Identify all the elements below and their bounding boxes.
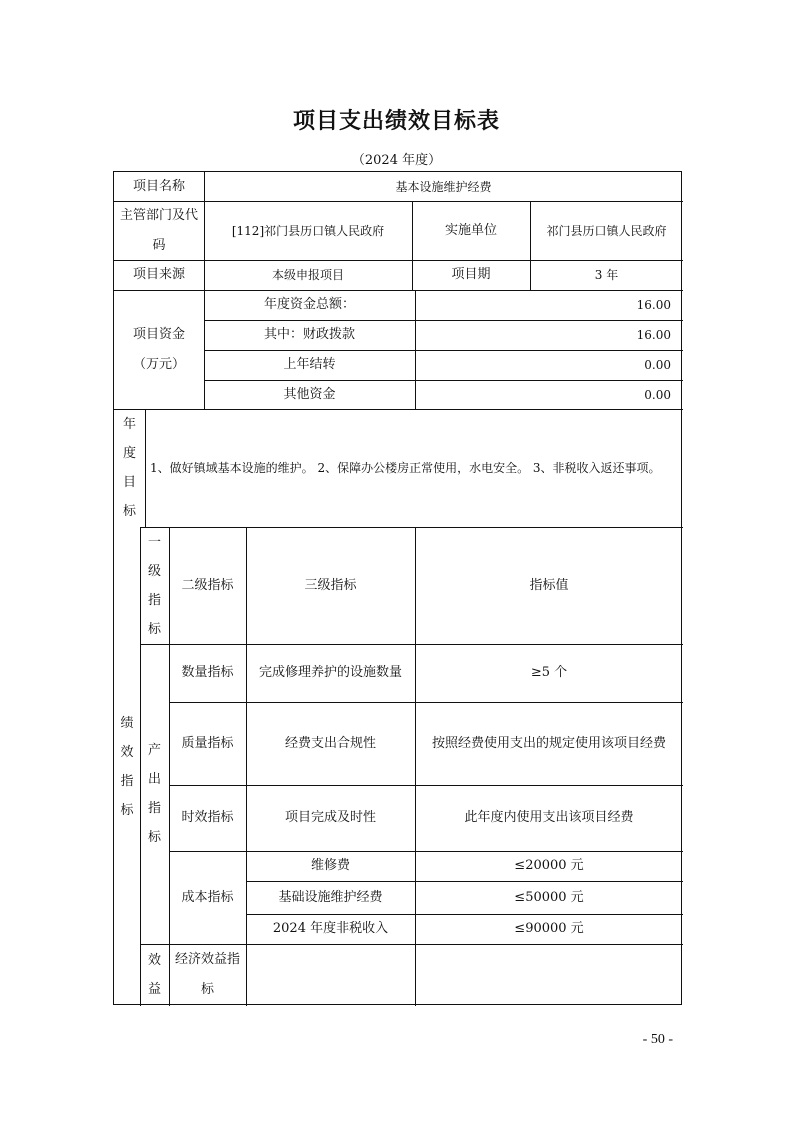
impl-label: 实施单位 xyxy=(444,222,497,238)
economic-benefit-level3 xyxy=(246,944,415,1006)
funds-item-label: 年度资金总额： xyxy=(263,297,355,312)
dept-value: [112]祁门县历口镇人民政府 xyxy=(231,223,385,238)
source-value: 本级申报项目 xyxy=(271,268,344,282)
impl-value: 祁门县历口镇人民政府 xyxy=(546,223,667,238)
funds-label-block xyxy=(114,290,204,409)
quality-level2: 质量指标 xyxy=(181,735,234,751)
timeliness-value: 此年度内使用支出该项目经费 xyxy=(464,810,634,825)
performance-label: 绩效指标 xyxy=(120,715,134,818)
output-indicators-label: 产出指标 xyxy=(148,743,162,845)
annual-goal-text: 1、做好镇域基本设施的维护。 2、保障办公楼房正常使用，水电安全。 3、非税收入返还事项。 xyxy=(150,461,661,475)
timeliness-level2: 时效指标 xyxy=(181,810,234,825)
cost-item-value: ≤50000 元 xyxy=(514,889,584,905)
cost-item-level3: 维修费 xyxy=(310,858,350,873)
period-label: 项目期 xyxy=(451,267,491,282)
project-name-label: 项目名称 xyxy=(132,178,185,194)
cost-item-level3: 基础设施维护经费 xyxy=(278,889,383,905)
cost-level2: 成本指标 xyxy=(181,889,234,905)
cost-item-value: ≤20000 元 xyxy=(514,858,584,873)
quality-level3: 经费支出合规性 xyxy=(284,735,376,751)
quantity-level2: 数量指标 xyxy=(181,665,234,680)
dept-label: 主管部门及代码 xyxy=(120,207,199,253)
quality-value: 按照经费使用支出的规定使用该项目经费 xyxy=(431,735,666,751)
funds-item-value: 0.00 xyxy=(644,358,671,372)
funds-unit: （万元） xyxy=(132,356,185,372)
source-label: 项目来源 xyxy=(132,267,185,282)
funds-item-value: 16.00 xyxy=(636,298,671,312)
project-name-value: 基本设施维护经费 xyxy=(395,179,492,194)
economic-benefit-level2: 经济效益指标 xyxy=(174,952,240,997)
cost-item-level3: 2024 年度非税收入 xyxy=(272,921,389,936)
cost-item-value: ≤90000 元 xyxy=(514,921,584,936)
period-value: 3 年 xyxy=(594,268,619,282)
annual-goal-label: 年度目标 xyxy=(123,417,137,519)
quantity-level3: 完成修理养护的设施数量 xyxy=(258,665,402,680)
header-level1: 一级指标 xyxy=(148,534,162,637)
page-title: 项目支出绩效目标表 xyxy=(292,108,500,134)
header-value: 指标值 xyxy=(529,577,569,593)
funds-item-label: 其中：财政拨款 xyxy=(263,327,355,342)
funds-item-label: 其他资金 xyxy=(283,386,336,402)
header-level3: 三级指标 xyxy=(304,577,357,593)
quantity-value: ≥5 个 xyxy=(530,665,568,680)
page-number: - 50 - xyxy=(642,1032,673,1047)
timeliness-level3: 项目完成及时性 xyxy=(284,810,376,825)
performance-target-table xyxy=(113,171,682,1005)
funds-item-label: 上年结转 xyxy=(283,357,336,372)
benefit-indicators-label: 效益 xyxy=(148,953,162,997)
header-level2: 二级指标 xyxy=(181,577,234,593)
funds-item-value: 0.00 xyxy=(644,387,671,402)
col-divider xyxy=(145,409,146,527)
funds-item-value: 16.00 xyxy=(636,328,671,342)
year-note: （2024 年度） xyxy=(351,153,442,168)
funds-label: 项目资金 xyxy=(132,326,185,342)
economic-benefit-value xyxy=(415,944,683,1006)
